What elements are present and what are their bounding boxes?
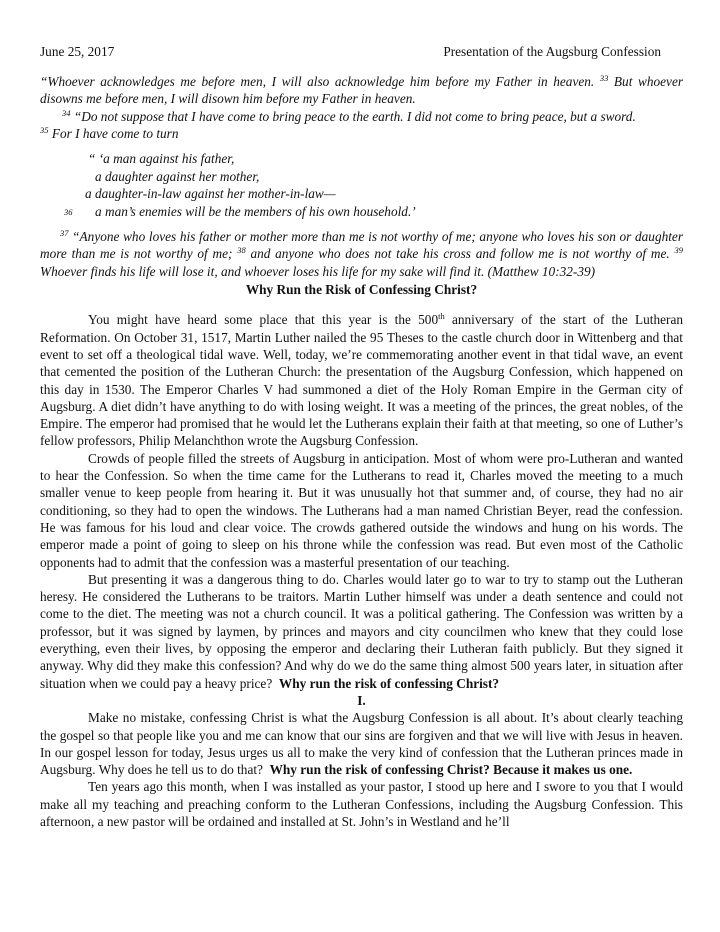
ordinal-suffix: th [438,311,445,322]
verse-number: 36 [64,206,73,217]
verse-number: 39 [674,245,683,256]
sermon-paragraph-1 [40,311,683,449]
poem-line: “ ‘a man against his father, [88,151,235,167]
verse-number: 37 [60,228,69,239]
scripture-poem [40,150,683,220]
scripture-verses-37-39 [40,228,683,280]
verse-33-text: But whoever disowns me before men, I will disown him before my Father in heaven. [40,74,684,107]
paragraph-text: Make no mistake, confessing Christ is what the Augsburg Confession is all about. It’s about clearly teaching the gospel so that people like you and me can know that our sins are forgiven and that we will live with Jesus in heaven. In our gospel lesson for today, Jesus urges us all to make the very kind of confession that the Lutheran princes made in Augsburg. Why does he tell us to do that? [40,710,683,778]
page-header [40,43,680,61]
poem-line [40,203,683,221]
verse-32-text: “Whoever acknowledges me before men, I will also acknowledge him before my Father in heaven. [40,74,595,89]
verse-number: 38 [237,245,246,256]
sermon-paragraph-2: Crowds of people filled the streets of Augsburg in anticipation. Most of whom were pro-Lutheran and wanted to hear the Confession. So when the time came for the Lutherans to read it, Charles moved the meeting to a much smaller venue to keep people from hearing it. But it was unusually hot that summer and, of course, they had no air conditioning, so they had to open the windows. The Lutherans had a man named Christian Beyer, read the confession. He was famous for his loud and clear voice. The crowds gathered outside the windows and hung on his words. The emperor made a point of going to sleep on his throne while the confession was read. But even most of the Catholic opponents had to admit that the confession was a masterful presentation of our teaching. [40,450,683,570]
verse-number: 35 [40,124,49,135]
emphasis-text: Why run the risk of confessing Christ? Because it makes us one. [269,762,633,778]
header-date: June 25, 2017 [40,44,115,59]
scripture-verses-32-35 [40,73,683,142]
sermon-paragraph-3 [40,571,683,692]
sermon-paragraph-5: Ten years ago this month, when I was installed as your pastor, I stood up here and I swore to you that I would make all my teaching and preaching conform to the Lutheran Confessions, including the Augsburg Confession. This afternoon, a new pastor will be ordained and installed at St. John’s in Westland and he’ll [40,779,683,829]
document-body [40,73,683,830]
section-number: I. [357,692,366,708]
verse-37-text: “Anyone who loves his father or mother more than me is not worthy of me; anyone who loves his son or daughter more than me is not worthy of me; [40,229,684,262]
verse-35-text: For I have come to turn [51,125,179,141]
verse-34-text: “Do not suppose that I have come to bring peace to the earth. I did not come to bring peace, but a sword. [73,108,636,124]
sermon-heading: Why Run the Risk of Confessing Christ? [245,282,478,298]
verse-39-text: Whoever finds his life will lose it, and whoever loses his life for my sake will find it. (Matthew 10:32-39) [40,263,596,279]
poem-line: a daughter-in-law against her mother-in-law— [85,186,336,202]
paragraph-text: You might have heard some place that this year is the 500 [88,312,439,328]
poem-line-text: a man’s enemies will be the members of his own household.’ [95,203,416,219]
verse-38-text: and anyone who does not take his cross and follow me is not worthy of me. [250,246,670,262]
poem-line: a daughter against her mother, [95,168,260,184]
sermon-paragraph-4 [40,709,683,778]
paragraph-text: But presenting it was a dangerous thing to do. Charles would later go to war to try to stamp out the Lutheran heresy. He considered the Lutherans to be traitors. Martin Luther himself was under a death sentence and could not come to the diet. The meeting was not a church council. It was a political gathering. The Confession was written by a professor, but it was signed by laymen, by princes and mayors and city councilmen who knew that they could lose everything, even their lives, by opposing the emperor and declaring their Lutheran faith publicly. But they signed it anyway. Why did they make this confession? And why do we do the same thing almost 500 years later, in situation after situation when we could pay a heavy price? [40,571,683,691]
paragraph-text: anniversary of the start of the Lutheran Reformation. On October 31, 1517, Martin Luther nailed the 95 Theses to the castle church door in Wittenberg and that event to set off a theological tidal wave. Well, today, we’re commemorating another event in that tidal wave, an event that cemented the position of the Lutheran Church: the presentation of the Augsburg Confession, which happened on this day in 1530. The Emperor Charles V had summoned a diet of the Holy Roman Empire in the German city of Augsburg. A diet didn’t have anything to do with losing weight. It was a meeting of the princes, the great nobles, of the Empire. The emperor had promised that he would let the Lutherans explain their faith at that meeting, so one of Luther’s fellow professors, Philip Melanchthon wrote the Augsburg Confession. [40,312,683,449]
emphasis-text: Why run the risk of confessing Christ? [278,675,500,691]
verse-number: 34 [62,107,71,118]
verse-number: 33 [599,73,609,83]
header-title: Presentation of the Augsburg Confession [443,44,661,59]
